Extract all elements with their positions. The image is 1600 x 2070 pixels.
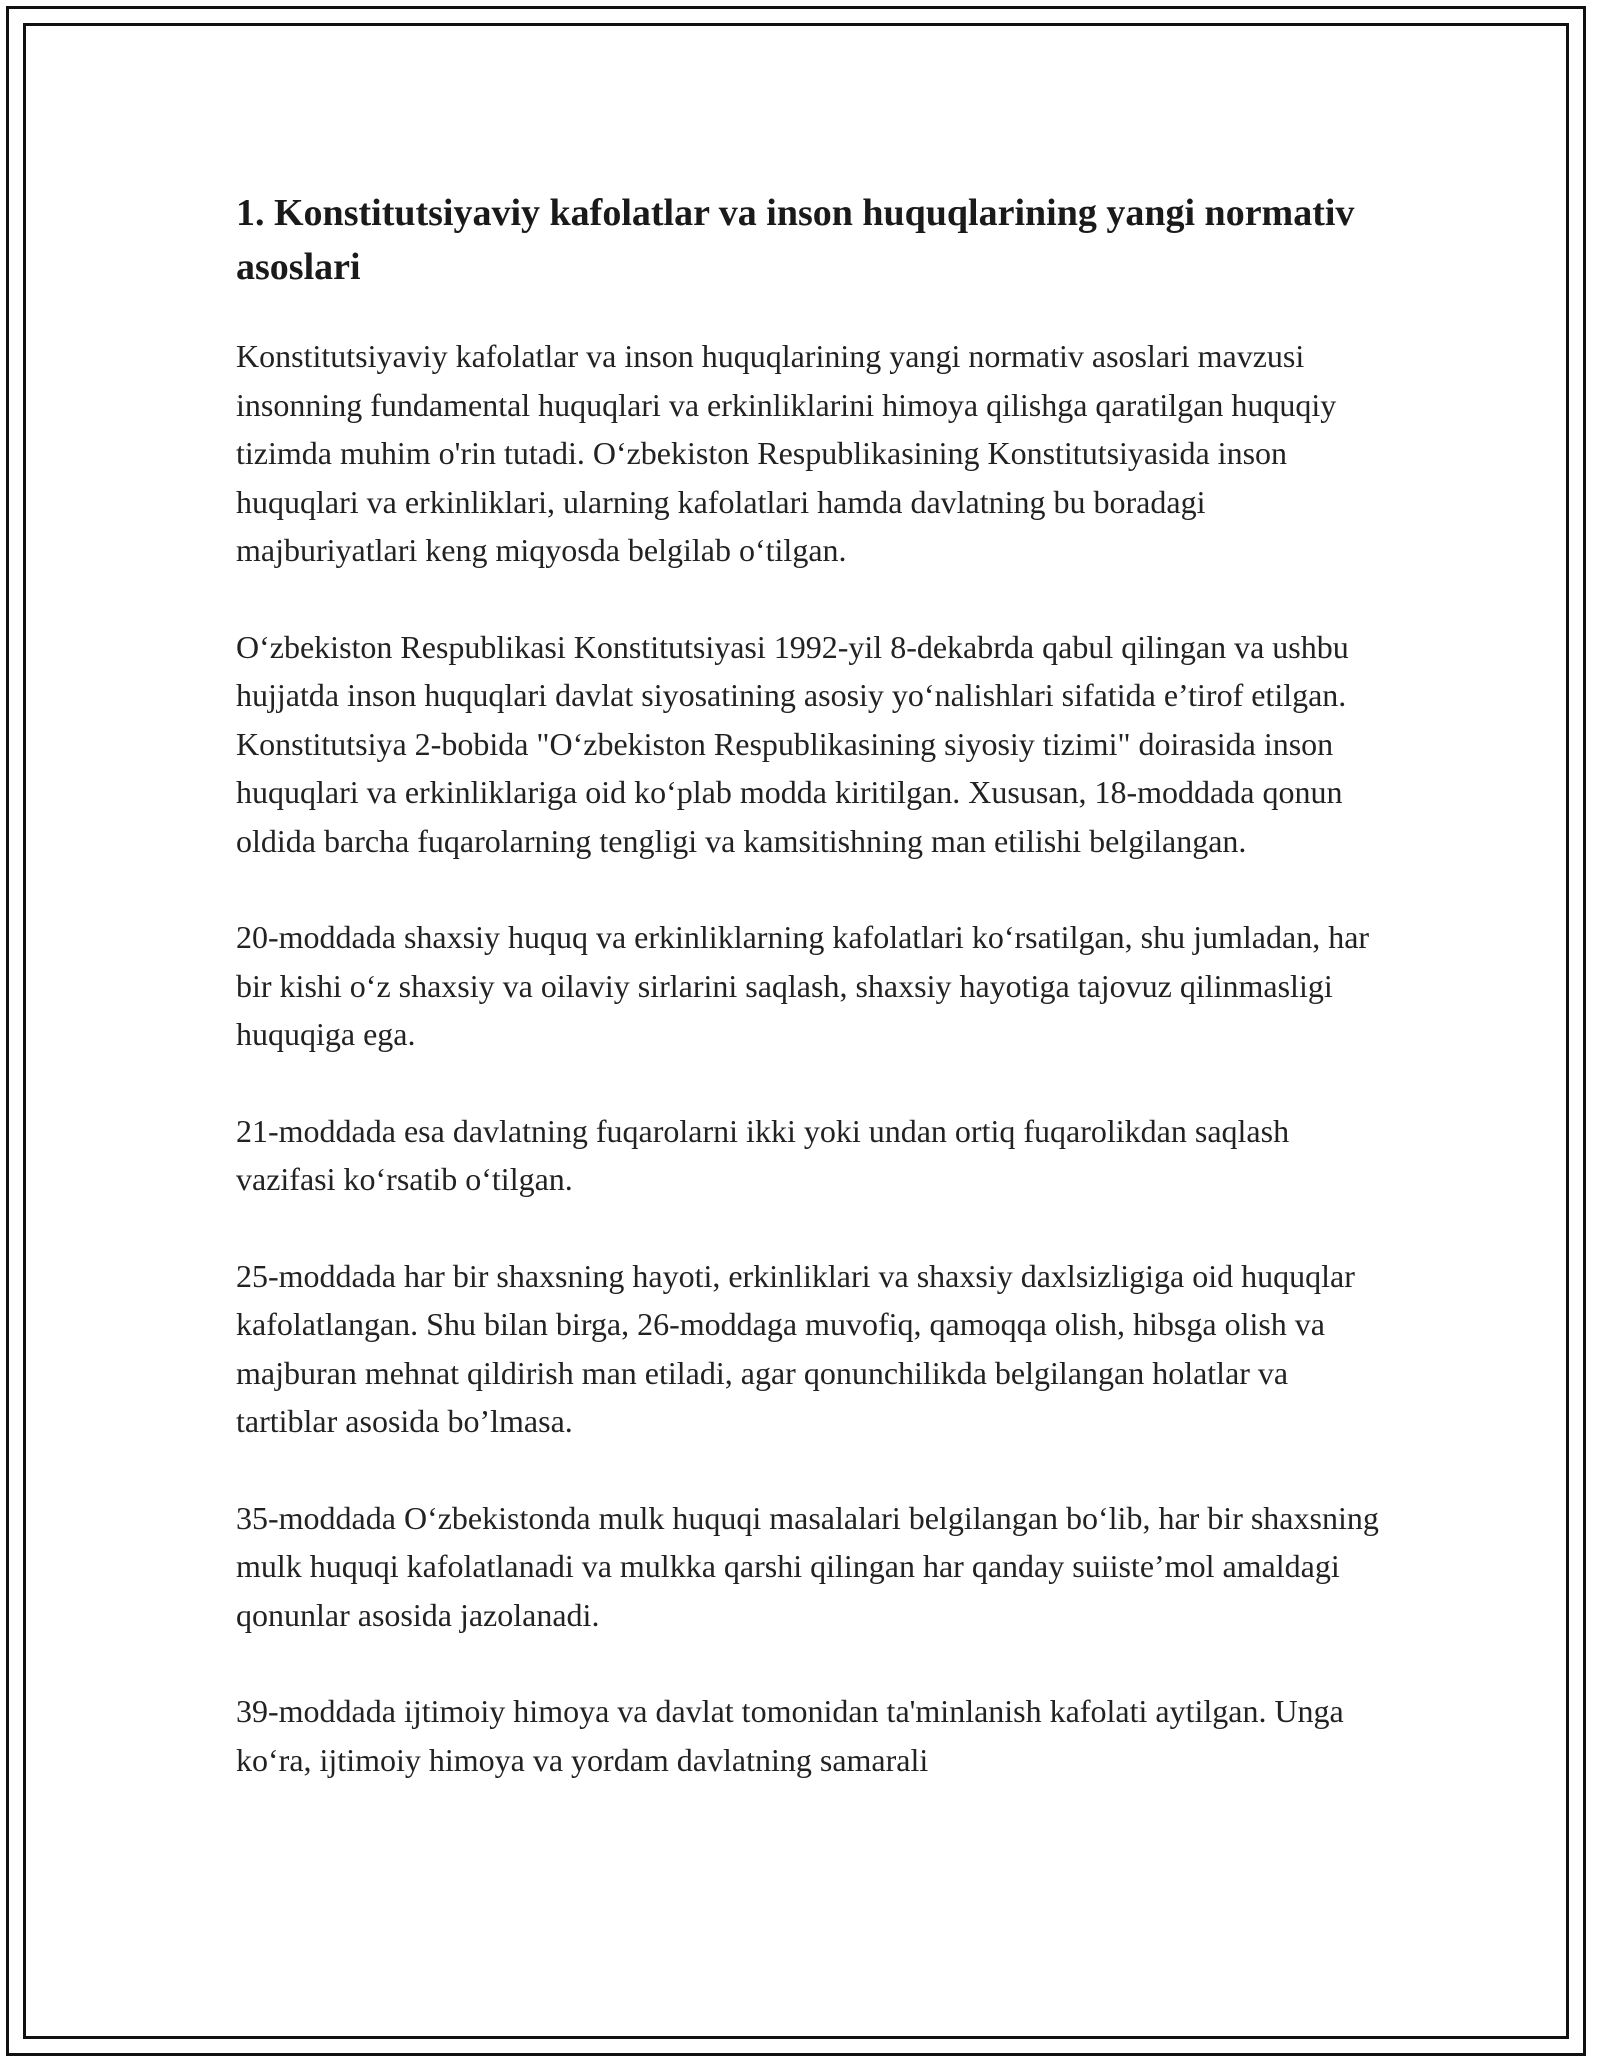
section-heading: 1. Konstitutsiyaviy kafolatlar va inson huquqlarining yangi normativ asoslari	[236, 192, 1355, 288]
paragraph-article-21: 21-moddada esa davlatning fuqarolarni ikki yoki undan ortiq fuqarolikdan saqlash vazifasi ko‘rsatib o‘tilgan.	[236, 1112, 1290, 1197]
paragraph-article-39: 39-moddada ijtimoiy himoya va davlat tomonidan ta'minlanish kafolati aytilgan. Unga ko‘ra, ijtimoiy himoya va yordam davlatning samarali	[236, 1693, 1344, 1778]
paragraph-constitution-1992: O‘zbekiston Respublikasi Konstitutsiyasi 1992-yil 8-dekabrda qabul qilingan va ushbu hujjatda inson huquqlari davlat siyosatining asosiy yo‘nalishlari sifatida e’tirof etilgan. Konstitutsiya 2-bobida "O‘zbekiston Respublikasining siyosiy tizimi" doirasida inson huquqlari va erkinliklariga oid ko‘plab modda kiritilgan. Xususan, 18-moddada qonun oldida barcha fuqarolarning tengligi va kamsitishning man etilishi belgilangan.	[236, 628, 1349, 859]
paragraph-article-25-26: 25-moddada har bir shaxsning hayoti, erkinliklari va shaxsiy daxlsizligiga oid huquqlar kafolatlangan. Shu bilan birga, 26-moddaga muvofiq, qamoqqa olish, hibsga olish va majburan mehnat qildirish man etiladi, agar qonunchilikda belgilangan holatlar va tartiblar asosida bo’lmasa.	[236, 1257, 1355, 1439]
paragraph-article-20: 20-moddada shaxsiy huquq va erkinliklarning kafolatlari ko‘rsatilgan, shu jumladan, har bir kishi o‘z shaxsiy va oilaviy sirlarini saqlash, shaxsiy hayotiga tajovuz qilinmasligi huquqiga ega.	[236, 919, 1370, 1052]
paragraph-intro: Konstitutsiyaviy kafolatlar va inson huquqlarining yangi normativ asoslari mavzusi insonning fundamental huquqlari va erkinliklarini himoya qilishga qaratilgan huquqiy tizimda muhim o'rin tutadi. O‘zbekiston Respublikasining Konstitutsiyasida inson huquqlari va erkinliklari, ularning kafolatlari hamda davlatning bu boradagi majburiyatlari keng miqyosda belgilab o‘tilgan.	[236, 338, 1337, 568]
document-body	[236, 186, 1386, 1832]
paragraph-article-35: 35-moddada O‘zbekistonda mulk huquqi masalalari belgilangan bo‘lib, har bir shaxsning mulk huquqi kafolatlanadi va mulkka qarshi qilingan har qanday suiiste’mol amaldagi qonunlar asosida jazolanadi.	[236, 1499, 1379, 1633]
